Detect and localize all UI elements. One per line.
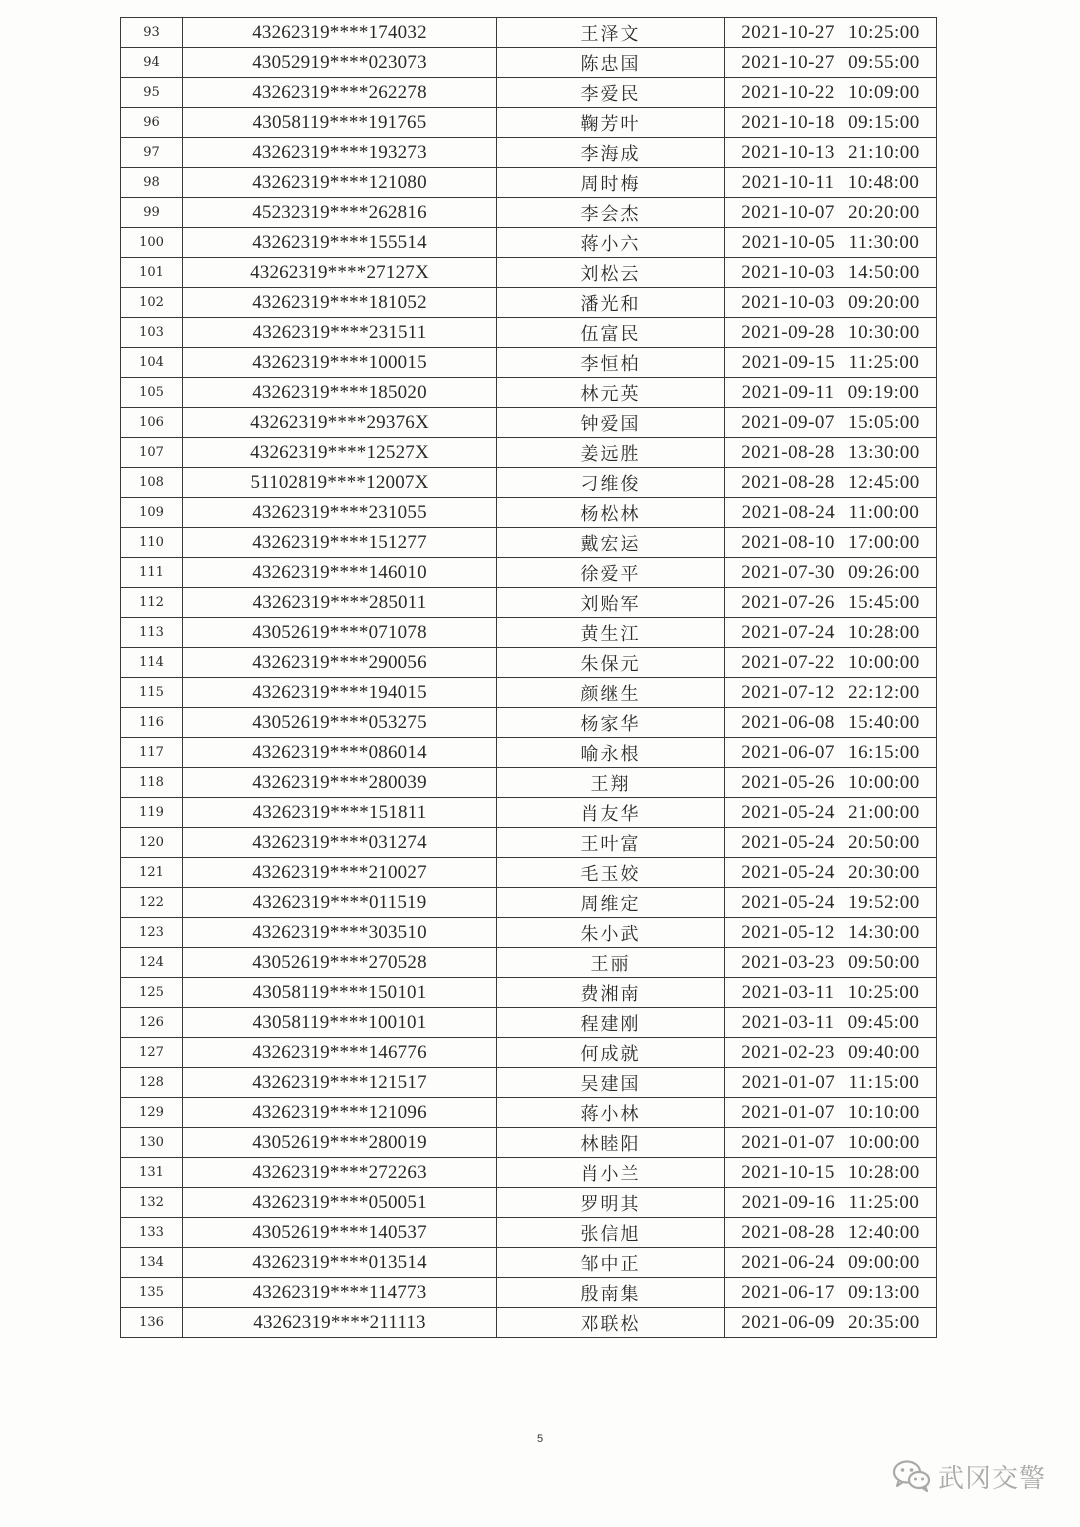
name-cell: 罗明其 [497, 1188, 725, 1218]
row-index: 103 [121, 318, 183, 348]
name-cell: 鞠芳叶 [497, 108, 725, 138]
id-number-cell: 43262319****211113 [183, 1308, 497, 1338]
id-number-cell: 43262319****146010 [183, 558, 497, 588]
table-row [121, 1278, 937, 1308]
table-row [121, 468, 937, 498]
time-cell: 2021-10-22 10:09:00 [725, 78, 937, 108]
name-cell: 姜远胜 [497, 438, 725, 468]
time-cell: 2021-03-11 10:25:00 [725, 978, 937, 1008]
table-row [121, 948, 937, 978]
row-index: 123 [121, 918, 183, 948]
row-index: 119 [121, 798, 183, 828]
id-number-cell: 43262319****231055 [183, 498, 497, 528]
time-cell: 2021-08-24 11:00:00 [725, 498, 937, 528]
time-cell: 2021-10-27 10:25:00 [725, 18, 937, 48]
table-row [121, 1098, 937, 1128]
table-row [121, 828, 937, 858]
time-cell: 2021-01-07 11:15:00 [725, 1068, 937, 1098]
table-row [121, 618, 937, 648]
row-index: 94 [121, 48, 183, 78]
records-table [120, 17, 937, 1338]
time-cell: 2021-03-23 09:50:00 [725, 948, 937, 978]
table-row [121, 1038, 937, 1068]
name-cell: 戴宏运 [497, 528, 725, 558]
id-number-cell: 43052919****023073 [183, 48, 497, 78]
row-index: 115 [121, 678, 183, 708]
table-row [121, 918, 937, 948]
records-table-body [121, 18, 937, 1338]
row-index: 130 [121, 1128, 183, 1158]
name-cell: 杨松林 [497, 498, 725, 528]
name-cell: 李恒柏 [497, 348, 725, 378]
row-index: 125 [121, 978, 183, 1008]
table-row [121, 1068, 937, 1098]
table-row [121, 588, 937, 618]
id-number-cell: 43262319****086014 [183, 738, 497, 768]
id-number-cell: 43262319****031274 [183, 828, 497, 858]
id-number-cell: 43262319****181052 [183, 288, 497, 318]
time-cell: 2021-08-10 17:00:00 [725, 528, 937, 558]
time-cell: 2021-03-11 09:45:00 [725, 1008, 937, 1038]
id-number-cell: 43058119****191765 [183, 108, 497, 138]
name-cell: 程建刚 [497, 1008, 725, 1038]
id-number-cell: 43262319****151811 [183, 798, 497, 828]
name-cell: 邹中正 [497, 1248, 725, 1278]
page-number: 5 [536, 1433, 544, 1445]
table-row [121, 1308, 937, 1338]
table-row [121, 408, 937, 438]
time-cell: 2021-07-12 22:12:00 [725, 678, 937, 708]
table-row [121, 138, 937, 168]
id-number-cell: 43262319****285011 [183, 588, 497, 618]
name-cell: 何成就 [497, 1038, 725, 1068]
table-row [121, 888, 937, 918]
name-cell: 刘松云 [497, 258, 725, 288]
name-cell: 蒋小六 [497, 228, 725, 258]
row-index: 134 [121, 1248, 183, 1278]
time-cell: 2021-06-09 20:35:00 [725, 1308, 937, 1338]
table-row [121, 438, 937, 468]
wechat-icon [892, 1459, 932, 1493]
time-cell: 2021-07-24 10:28:00 [725, 618, 937, 648]
id-number-cell: 43262319****011519 [183, 888, 497, 918]
name-cell: 周维定 [497, 888, 725, 918]
row-index: 102 [121, 288, 183, 318]
id-number-cell: 43262319****146776 [183, 1038, 497, 1068]
id-number-cell: 43052619****053275 [183, 708, 497, 738]
time-cell: 2021-09-11 09:19:00 [725, 378, 937, 408]
name-cell: 刘贻军 [497, 588, 725, 618]
row-index: 104 [121, 348, 183, 378]
table-row [121, 1008, 937, 1038]
row-index: 105 [121, 378, 183, 408]
row-index: 136 [121, 1308, 183, 1338]
watermark [892, 1456, 1046, 1496]
row-index: 116 [121, 708, 183, 738]
id-number-cell: 43262319****185020 [183, 378, 497, 408]
row-index: 117 [121, 738, 183, 768]
table-row [121, 18, 937, 48]
table-row [121, 558, 937, 588]
id-number-cell: 43262319****151277 [183, 528, 497, 558]
row-index: 101 [121, 258, 183, 288]
id-number-cell: 43262319****121080 [183, 168, 497, 198]
row-index: 108 [121, 468, 183, 498]
row-index: 122 [121, 888, 183, 918]
time-cell: 2021-10-05 11:30:00 [725, 228, 937, 258]
name-cell: 毛玉姣 [497, 858, 725, 888]
row-index: 129 [121, 1098, 183, 1128]
time-cell: 2021-10-15 10:28:00 [725, 1158, 937, 1188]
name-cell: 邓联松 [497, 1308, 725, 1338]
time-cell: 2021-02-23 09:40:00 [725, 1038, 937, 1068]
name-cell: 王丽 [497, 948, 725, 978]
row-index: 114 [121, 648, 183, 678]
time-cell: 2021-05-24 21:00:00 [725, 798, 937, 828]
time-cell: 2021-07-30 09:26:00 [725, 558, 937, 588]
table-row [121, 1248, 937, 1278]
id-number-cell: 43262319****303510 [183, 918, 497, 948]
table-row [121, 648, 937, 678]
row-index: 126 [121, 1008, 183, 1038]
row-index: 100 [121, 228, 183, 258]
time-cell: 2021-07-26 15:45:00 [725, 588, 937, 618]
name-cell: 蒋小林 [497, 1098, 725, 1128]
table-row [121, 1128, 937, 1158]
table-row [121, 858, 937, 888]
id-number-cell: 43262319****290056 [183, 648, 497, 678]
time-cell: 2021-09-16 11:25:00 [725, 1188, 937, 1218]
row-index: 133 [121, 1218, 183, 1248]
time-cell: 2021-06-08 15:40:00 [725, 708, 937, 738]
row-index: 132 [121, 1188, 183, 1218]
name-cell: 黄生江 [497, 618, 725, 648]
row-index: 120 [121, 828, 183, 858]
row-index: 131 [121, 1158, 183, 1188]
id-number-cell: 43262319****121096 [183, 1098, 497, 1128]
id-number-cell: 43262319****262278 [183, 78, 497, 108]
row-index: 99 [121, 198, 183, 228]
name-cell: 周时梅 [497, 168, 725, 198]
name-cell: 伍富民 [497, 318, 725, 348]
row-index: 107 [121, 438, 183, 468]
name-cell: 肖小兰 [497, 1158, 725, 1188]
time-cell: 2021-10-18 09:15:00 [725, 108, 937, 138]
id-number-cell: 43262319****194015 [183, 678, 497, 708]
row-index: 112 [121, 588, 183, 618]
time-cell: 2021-07-22 10:00:00 [725, 648, 937, 678]
time-cell: 2021-09-15 11:25:00 [725, 348, 937, 378]
table-row [121, 228, 937, 258]
time-cell: 2021-05-24 20:30:00 [725, 858, 937, 888]
time-cell: 2021-08-28 12:45:00 [725, 468, 937, 498]
time-cell: 2021-01-07 10:00:00 [725, 1128, 937, 1158]
table-row [121, 288, 937, 318]
table-row [121, 48, 937, 78]
id-number-cell: 45232319****262816 [183, 198, 497, 228]
table-row [121, 528, 937, 558]
id-number-cell: 43058119****100101 [183, 1008, 497, 1038]
name-cell: 王泽文 [497, 18, 725, 48]
row-index: 96 [121, 108, 183, 138]
row-index: 98 [121, 168, 183, 198]
table-row [121, 198, 937, 228]
id-number-cell: 43262319****231511 [183, 318, 497, 348]
row-index: 121 [121, 858, 183, 888]
name-cell: 张信旭 [497, 1218, 725, 1248]
row-index: 118 [121, 768, 183, 798]
name-cell: 喻永根 [497, 738, 725, 768]
table-row [121, 78, 937, 108]
id-number-cell: 43262319****050051 [183, 1188, 497, 1218]
row-index: 97 [121, 138, 183, 168]
time-cell: 2021-10-27 09:55:00 [725, 48, 937, 78]
id-number-cell: 43262319****272263 [183, 1158, 497, 1188]
id-number-cell: 43262319****121517 [183, 1068, 497, 1098]
table-row [121, 168, 937, 198]
id-number-cell: 43262319****27127X [183, 258, 497, 288]
name-cell: 李海成 [497, 138, 725, 168]
time-cell: 2021-06-17 09:13:00 [725, 1278, 937, 1308]
table-row [121, 108, 937, 138]
table-row [121, 678, 937, 708]
time-cell: 2021-01-07 10:10:00 [725, 1098, 937, 1128]
name-cell: 徐爱平 [497, 558, 725, 588]
table-row [121, 318, 937, 348]
table-row [121, 348, 937, 378]
time-cell: 2021-09-28 10:30:00 [725, 318, 937, 348]
name-cell: 陈忠国 [497, 48, 725, 78]
name-cell: 朱小武 [497, 918, 725, 948]
name-cell: 钟爱国 [497, 408, 725, 438]
id-number-cell: 43262319****155514 [183, 228, 497, 258]
id-number-cell: 43262319****29376X [183, 408, 497, 438]
id-number-cell: 43262319****12527X [183, 438, 497, 468]
name-cell: 费湘南 [497, 978, 725, 1008]
row-index: 127 [121, 1038, 183, 1068]
time-cell: 2021-05-26 10:00:00 [725, 768, 937, 798]
time-cell: 2021-09-07 15:05:00 [725, 408, 937, 438]
name-cell: 林睦阳 [497, 1128, 725, 1158]
row-index: 95 [121, 78, 183, 108]
id-number-cell: 43262319****013514 [183, 1248, 497, 1278]
id-number-cell: 43262319****114773 [183, 1278, 497, 1308]
id-number-cell: 43058119****150101 [183, 978, 497, 1008]
table-row [121, 498, 937, 528]
time-cell: 2021-05-12 14:30:00 [725, 918, 937, 948]
name-cell: 殷南集 [497, 1278, 725, 1308]
id-number-cell: 43052619****071078 [183, 618, 497, 648]
table-row [121, 1218, 937, 1248]
id-number-cell: 51102819****12007X [183, 468, 497, 498]
time-cell: 2021-08-28 13:30:00 [725, 438, 937, 468]
name-cell: 李爱民 [497, 78, 725, 108]
table-row [121, 378, 937, 408]
table-row [121, 708, 937, 738]
id-number-cell: 43052619****280019 [183, 1128, 497, 1158]
row-index: 110 [121, 528, 183, 558]
name-cell: 肖友华 [497, 798, 725, 828]
row-index: 111 [121, 558, 183, 588]
row-index: 109 [121, 498, 183, 528]
id-number-cell: 43262319****174032 [183, 18, 497, 48]
id-number-cell: 43052619****270528 [183, 948, 497, 978]
row-index: 113 [121, 618, 183, 648]
name-cell: 颜继生 [497, 678, 725, 708]
id-number-cell: 43262319****280039 [183, 768, 497, 798]
row-index: 135 [121, 1278, 183, 1308]
id-number-cell: 43262319****100015 [183, 348, 497, 378]
row-index: 93 [121, 18, 183, 48]
time-cell: 2021-08-28 12:40:00 [725, 1218, 937, 1248]
row-index: 124 [121, 948, 183, 978]
time-cell: 2021-10-11 10:48:00 [725, 168, 937, 198]
name-cell: 潘光和 [497, 288, 725, 318]
time-cell: 2021-05-24 20:50:00 [725, 828, 937, 858]
watermark-text: 武冈交警 [937, 1463, 1046, 1494]
name-cell: 林元英 [497, 378, 725, 408]
table-row [121, 1158, 937, 1188]
name-cell: 刁维俊 [497, 468, 725, 498]
name-cell: 朱保元 [497, 648, 725, 678]
id-number-cell: 43052619****140537 [183, 1218, 497, 1248]
name-cell: 杨家华 [497, 708, 725, 738]
table-row [121, 258, 937, 288]
name-cell: 王叶富 [497, 828, 725, 858]
time-cell: 2021-10-03 09:20:00 [725, 288, 937, 318]
id-number-cell: 43262319****210027 [183, 858, 497, 888]
table-row [121, 768, 937, 798]
table-row [121, 798, 937, 828]
time-cell: 2021-10-07 20:20:00 [725, 198, 937, 228]
time-cell: 2021-10-13 21:10:00 [725, 138, 937, 168]
id-number-cell: 43262319****193273 [183, 138, 497, 168]
row-index: 128 [121, 1068, 183, 1098]
time-cell: 2021-10-03 14:50:00 [725, 258, 937, 288]
name-cell: 吴建国 [497, 1068, 725, 1098]
time-cell: 2021-05-24 19:52:00 [725, 888, 937, 918]
table-row [121, 978, 937, 1008]
time-cell: 2021-06-07 16:15:00 [725, 738, 937, 768]
time-cell: 2021-06-24 09:00:00 [725, 1248, 937, 1278]
table-row [121, 1188, 937, 1218]
table-row [121, 738, 937, 768]
name-cell: 王翔 [497, 768, 725, 798]
row-index: 106 [121, 408, 183, 438]
name-cell: 李会杰 [497, 198, 725, 228]
